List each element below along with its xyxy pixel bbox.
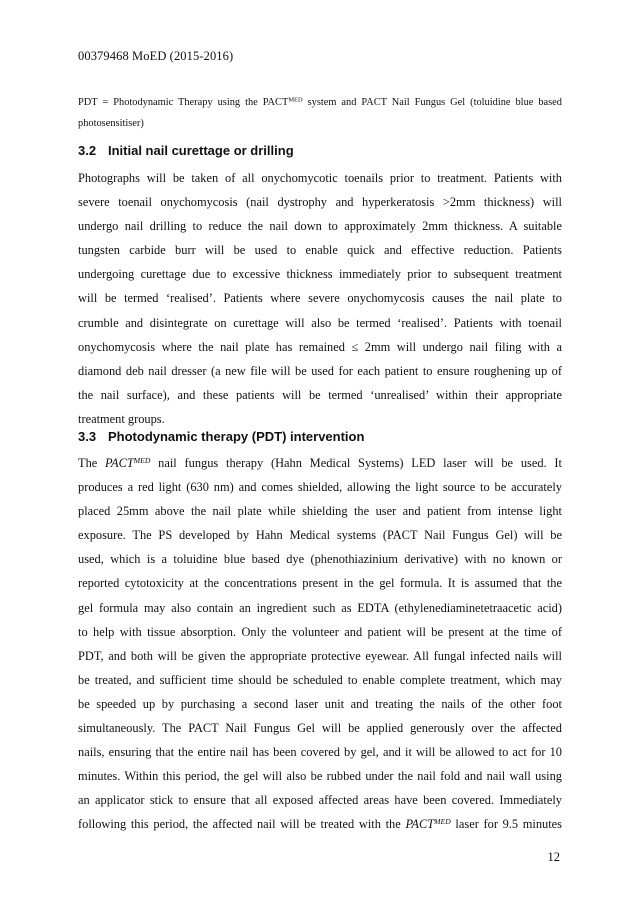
paragraph-line: to help with tissue absorption. Only the volunteer and patient will be present at the time of	[78, 624, 562, 639]
line-text: laser for 9.5 minutes	[450, 817, 563, 832]
paragraph-line: be treated, and sufficient time should be scheduled to enable complete treatment, which may	[78, 672, 562, 687]
paragraph-line: minutes. Within this period, the gel will also be rubbed under the nail fold and nail wall using	[78, 769, 562, 784]
page-number: 12	[547, 850, 560, 864]
section-3-3-paragraph	[78, 451, 562, 837]
paragraph-line: undergo nail drilling to reduce the nail down to approximately 2mm thickness. A suitable	[78, 219, 562, 234]
note-line2: photosensitiser)	[78, 118, 144, 129]
section-heading-3-3	[78, 429, 364, 444]
paragraph-line: exposure. The PS developed by Hahn Medical systems (PACT Nail Fungus Gel) will be	[78, 528, 562, 543]
line-text: following this period, the affected nail will be treated with the	[78, 817, 406, 832]
paragraph-line: diamond deb nail dresser (a new file will be used for each patient to ensure roughening up of	[78, 363, 562, 378]
paragraph-line-last	[78, 812, 562, 836]
line-text: The	[78, 456, 106, 470]
paragraph-line: undergoing curettage due to excessive thickness immediately prior to subsequent treatment	[78, 267, 562, 282]
abbreviation-note	[78, 92, 562, 134]
paragraph-line: will be termed ‘realised’. Patients where severe onychomycosis causes the nail plate to	[78, 291, 562, 306]
paragraph-line: tungsten carbide burr will be used to enable quick and effective reduction. Patients	[78, 243, 562, 258]
paragraph-line: severe toenail onychomycosis (nail dystrophy and hyperkeratosis >2mm thickness) will	[78, 195, 562, 210]
paragraph-line: be speeded up by purchasing a second laser unit and treating the nails of the other foot	[78, 696, 562, 711]
note-text-a: PDT = Photodynamic Therapy using the PACT	[78, 97, 289, 108]
section-number: 3.3	[78, 429, 97, 444]
note-line1	[78, 92, 562, 113]
paragraph-line: onychomycosis where the nail plate has remained ≤ 2mm will undergo nail filing with a	[78, 339, 562, 354]
section-title: Initial nail curettage or drilling	[108, 143, 294, 158]
brand-superscript: MED	[434, 817, 451, 827]
brand-superscript: MED	[133, 455, 151, 465]
note-sup: MED	[288, 96, 303, 104]
paragraph-line: placed 25mm above the nail plate while shielding the user and patient from intense light	[78, 504, 562, 519]
section-title: Photodynamic therapy (PDT) intervention	[108, 429, 365, 444]
paragraph-line: produces a red light (630 nm) and comes shielded, allowing the light source to be accurately	[78, 480, 562, 495]
paragraph-line: used, which is a toluidine blue based dye (phenothiazinium derivative) with no known or	[78, 552, 562, 567]
paragraph-line: treatment groups.	[78, 411, 165, 426]
paragraph-line: crumble and disintegrate on curettage will also be termed ‘realised’. Patients with toenail	[78, 315, 562, 330]
paragraph-line: the nail surface), and these patients will be termed ‘unrealised’ within their appropriate	[78, 387, 562, 402]
paragraph-line: simultaneously. The PACT Nail Fungus Gel will be applied generously over the affected	[78, 721, 562, 736]
brand-name: PACT	[105, 456, 134, 470]
paragraph-line: Photographs will be taken of all onychomycotic toenails prior to treatment. Patients with	[78, 171, 562, 185]
paragraph-line: PDT, and both will be given the appropriate protective eyewear. All fungal infected nails will	[78, 648, 562, 663]
paragraph-line: nails, ensuring that the entire nail has been covered by gel, and it will be allowed to act for 10	[78, 745, 562, 760]
section-number: 3.2	[78, 143, 97, 158]
paragraph-line: an applicator stick to ensure that all exposed affected areas have been covered. Immediately	[78, 793, 562, 808]
section-3-2-paragraph	[78, 166, 562, 431]
note-text-b: system and PACT Nail Fungus Gel (toluidine blue based	[302, 97, 562, 108]
document-header: 00379468 MoED (2015-2016)	[78, 49, 234, 63]
brand-name: PACT	[405, 817, 435, 832]
paragraph-line: gel formula may also contain an ingredient such as EDTA (ethylenediaminetetraacetic acid)	[78, 600, 562, 615]
paragraph-line-first	[78, 451, 562, 475]
paragraph-line: reported cytotoxicity at the concentrations present in the gel formula. It is assumed that the	[78, 576, 562, 591]
line-text: nail fungus therapy (Hahn Medical Systems) LED laser will be used. It	[150, 456, 562, 470]
section-heading-3-2	[78, 143, 294, 158]
